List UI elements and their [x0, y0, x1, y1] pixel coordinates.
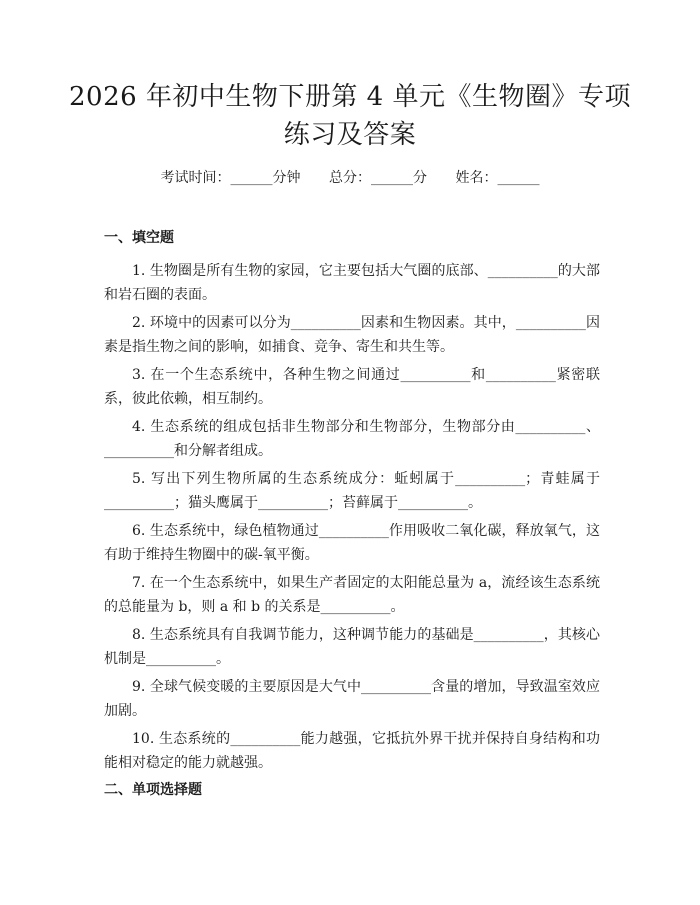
section-heading-fill-in: 一、填空题: [104, 230, 174, 246]
question-3: 3. 在一个生态系统中，各种生物之间通过__________和__________紧密联系，彼此依赖，相互制约。: [104, 367, 600, 407]
question-10: 10. 生态系统的__________能力越强，它抵抗外界干扰并保持自身结构和功能相对稳定的能力就越强。: [104, 731, 600, 771]
question-8: 8. 生态系统具有自我调节能力，这种调节能力的基础是__________，其核心机制是__________。: [104, 627, 600, 667]
question-7: 7. 在一个生态系统中，如果生产者固定的太阳能总量为 a，流经该生态系统的总能量为 b，则 a 和 b 的关系是__________。: [104, 575, 600, 615]
question-4: 4. 生态系统的组成包括非生物部分和生物部分，生物部分由__________、__________和分解者组成。: [104, 419, 600, 459]
section-heading-multiple-choice: 二、单项选择题: [104, 782, 202, 798]
exam-time-field: 考试时间：______分钟: [160, 170, 301, 186]
total-score-field: 总分：______分: [329, 170, 427, 186]
question-1: 1. 生物圈是所有生物的家园，它主要包括大气圈的底部、__________的大部和岩石圈的表面。: [104, 263, 600, 303]
question-6: 6. 生态系统中，绿色植物通过__________作用吸收二氧化碳，释放氧气，这有助于维持生物圈中的碳-氧平衡。: [104, 523, 600, 563]
question-9: 9. 全球气候变暖的主要原因是大气中__________含量的增加，导致温室效应加剧。: [104, 679, 600, 719]
exam-info-line: [0, 169, 700, 187]
document-title: 2026 年初中生物下册第 4 单元《生物圈》专项练习及答案: [68, 82, 631, 150]
question-2: 2. 环境中的因素可以分为__________因素和生物因素。其中，__________因素是指生物之间的影响，如捕食、竞争、寄生和共生等。: [104, 315, 600, 355]
question-5: 5. 写出下列生物所属的生态系统成分：蚯蚓属于__________；青蛙属于__________；猫头鹰属于__________；苔藓属于__________。: [104, 471, 600, 511]
student-name-field: 姓名：______: [455, 170, 540, 186]
